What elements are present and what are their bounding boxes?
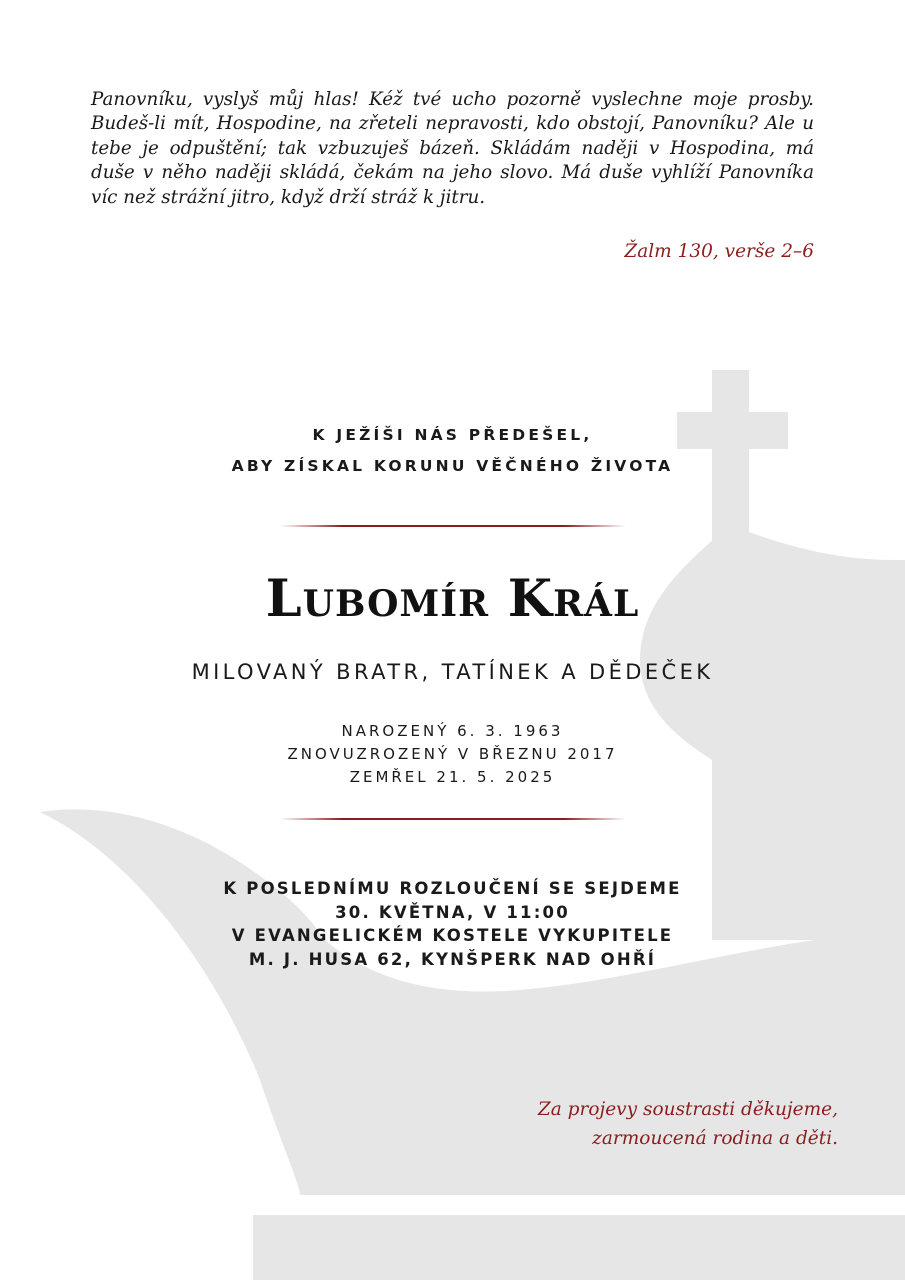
divider-top	[280, 525, 626, 527]
date-died: ZEMŘEL 21. 5. 2025	[349, 768, 556, 786]
motto-line-1: K JEŽÍŠI NÁS PŘEDEŠEL,	[312, 426, 593, 444]
date-reborn: ZNOVUZROZENÝ V BŘEZNU 2017	[287, 745, 618, 763]
psalm-reference: Žalm 130, verše 2–6	[624, 241, 814, 262]
dates-block	[0, 720, 905, 789]
motto	[0, 420, 905, 482]
deceased-subtitle: MILOVANÝ BRATR, TATÍNEK A DĚDEČEK	[191, 660, 714, 684]
motto-line-2: ABY ZÍSKAL KORUNU VĚČNÉHO ŽIVOTA	[231, 457, 674, 475]
thanks-note	[538, 1095, 838, 1153]
thanks-line-2: zarmoucená rodina a děti.	[592, 1128, 838, 1149]
funeral-line-2: 30. KVĚTNA, V 11:00	[335, 902, 570, 922]
funeral-line-1: K POSLEDNÍMU ROZLOUČENÍ SE SEJDEME	[223, 879, 682, 898]
date-born: NAROZENÝ 6. 3. 1963	[341, 722, 564, 740]
deceased-name: Lubomír Král	[265, 569, 640, 629]
thanks-line-1: Za projevy soustrasti děkujeme,	[537, 1099, 838, 1120]
funeral-line-4: M. J. HUSA 62, KYNŠPERK NAD OHŘÍ	[248, 949, 657, 969]
funeral-line-3: V EVANGELICKÉM KOSTELE VYKUPITELE	[231, 926, 674, 945]
divider-bottom	[280, 818, 626, 820]
psalm-text: Panovníku, vyslyš můj hlas! Kéž tvé ucho pozorně vyslechne moje prosby. Budeš-li mít, Hospodine, na zřeteli nepravosti, kdo obstojí, Panovníku? Ale u tebe je odpuštění; tak vzbuzuješ bázeň. Skládám naději v Hospodina, má duše v něho naději skládá, čekám na jeho slovo. Má duše vyhlíží Panovníka víc než strážní jitro, když drží stráž k jitru.	[91, 89, 814, 208]
funeral-info	[0, 877, 905, 971]
